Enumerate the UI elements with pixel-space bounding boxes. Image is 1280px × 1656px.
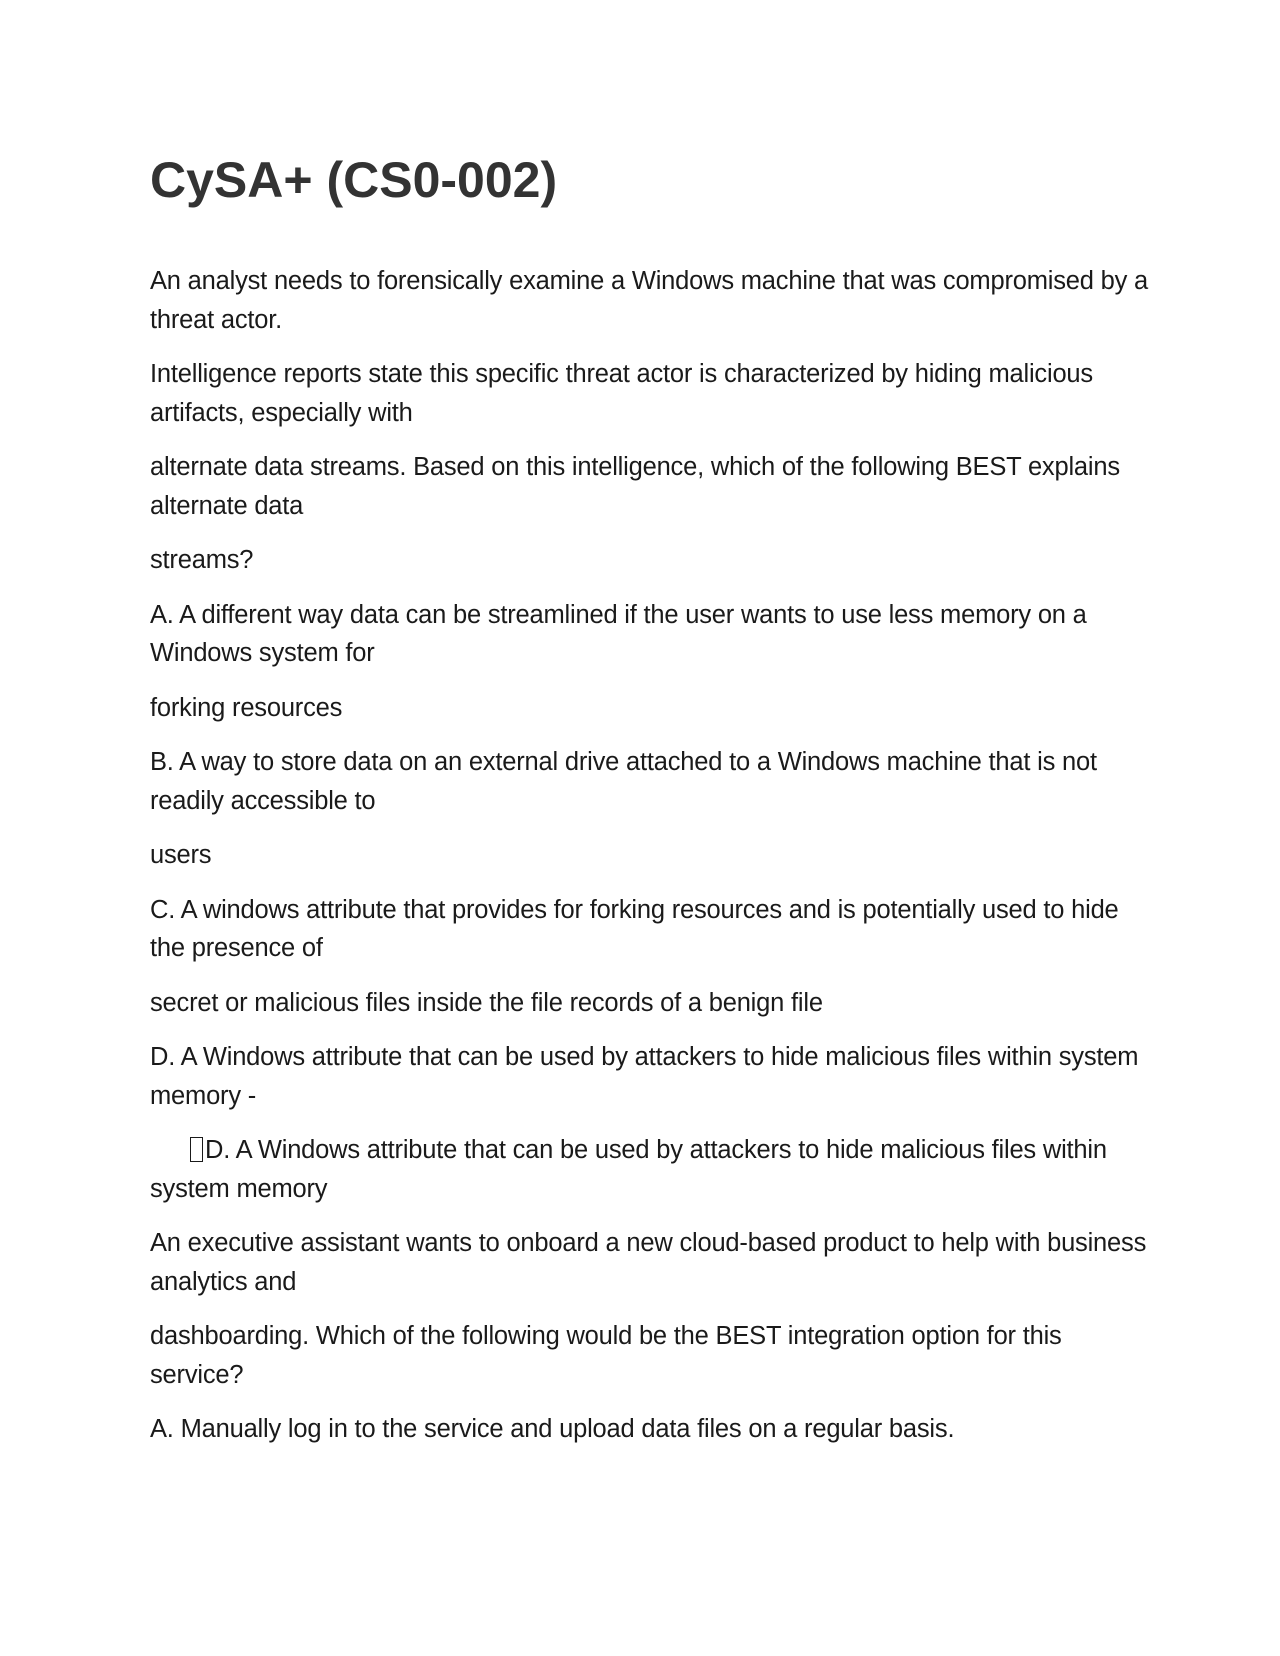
question-1-stem-part-3: alternate data streams. Based on this intelligence, which of the following BEST explains alternate data bbox=[150, 453, 1120, 520]
page-title: CySA+ (CS0-002) bbox=[150, 152, 558, 208]
option-b-part-1: B. A way to store data on an external drive attached to a Windows machine that is not readily accessible to bbox=[150, 748, 1097, 815]
answer-line bbox=[150, 1131, 1150, 1208]
question-2-stem-part-2: dashboarding. Which of the following would be the BEST integration option for this service? bbox=[150, 1322, 1062, 1389]
question-1-stem-part-4: streams? bbox=[150, 546, 254, 574]
question-2-stem-part-1: An executive assistant wants to onboard a new cloud-based product to help with business analytics and bbox=[150, 1229, 1147, 1296]
option-b-part-2: users bbox=[150, 841, 212, 869]
missing-glyph-icon bbox=[190, 1137, 203, 1162]
question-1-stem-part-2: Intelligence reports state this specific threat actor is characterized by hiding malicious artifacts, especially with bbox=[150, 360, 1093, 427]
question-2-option-a: A. Manually log in to the service and upload data files on a regular basis. bbox=[150, 1415, 955, 1443]
option-c-part-1: C. A windows attribute that provides for forking resources and is potentially used to hide the presence of bbox=[150, 895, 1119, 962]
question-1-stem-part-1: An analyst needs to forensically examine a Windows machine that was compromised by a threat actor. bbox=[150, 267, 1149, 334]
document-body bbox=[150, 262, 1150, 1465]
option-d: D. A Windows attribute that can be used by attackers to hide malicious files within system memory - bbox=[150, 1043, 1139, 1110]
answer-text: D. A Windows attribute that can be used by attackers to hide malicious files within system memory bbox=[150, 1136, 1107, 1203]
option-a-part-2: forking resources bbox=[150, 693, 343, 722]
option-a-part-1: A. A different way data can be streamlined if the user wants to use less memory on a Windows system for bbox=[150, 600, 1087, 667]
option-c-part-2: secret or malicious files inside the file records of a benign file bbox=[150, 988, 823, 1017]
